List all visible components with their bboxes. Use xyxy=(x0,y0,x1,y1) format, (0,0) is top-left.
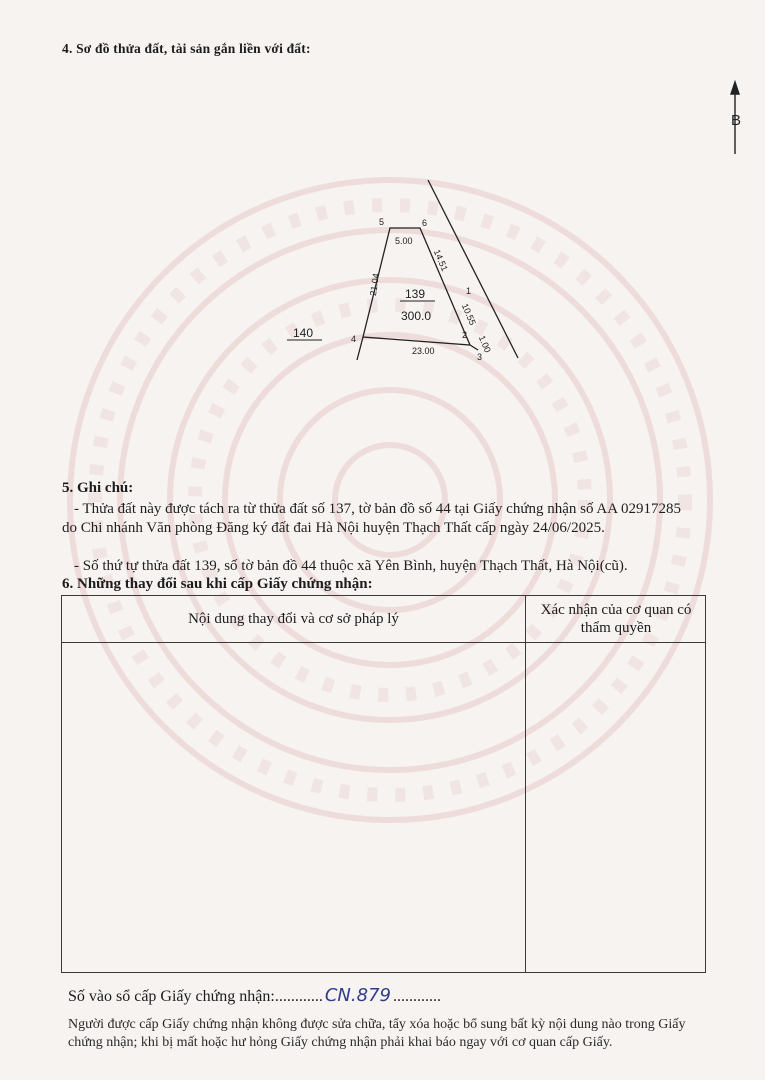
parcel-area: 300.0 xyxy=(401,309,432,323)
registry-dots-after: ............ xyxy=(392,988,441,1005)
section-6-title: 6. Những thay đổi sau khi cấp Giấy chứng nhận: xyxy=(62,576,373,592)
parcel-number: 139 xyxy=(405,287,426,301)
point-3-label: 3 xyxy=(477,352,483,362)
registry-number-handwritten: CN.879 xyxy=(324,985,391,1006)
table-header-confirmation: Xác nhận của cơ quan có thẩm quyền xyxy=(540,602,692,636)
point-5-label: 5 xyxy=(379,217,385,227)
registry-line xyxy=(68,985,441,1006)
north-label: B xyxy=(731,112,742,129)
edge-right-lower-length: 1.00 xyxy=(476,334,493,355)
section-4-title: 4. Sơ đồ thửa đất, tài sản gắn liền với đất: xyxy=(62,41,311,56)
edge-top-length: 5.00 xyxy=(395,236,413,246)
edge-right-upper-length: 14.51 xyxy=(431,248,450,273)
note-1: - Thửa đất này được tách ra từ thửa đất số 137, tờ bản đồ số 44 tại Giấy chứng nhận số AA 02917285 do Chi nhánh Văn phòng Đăng ký đất đai Hà Nội huyện Thạch Thất cấp ngày 24/06/2025. xyxy=(62,501,681,536)
land-plot-diagram xyxy=(0,0,765,460)
neighbor-parcel-number: 140 xyxy=(293,326,314,340)
point-1-label: 1 xyxy=(466,286,472,296)
edge-bottom-length: 23.00 xyxy=(412,346,435,356)
changes-table xyxy=(61,595,706,973)
note-2: - Số thứ tự thửa đất 139, số tờ bản đồ 44 thuộc xã Yên Bình, huyện Thạch Thất, Hà Nội(cũ). xyxy=(74,558,628,574)
point-6-label: 6 xyxy=(422,218,428,228)
footer-warning: Người được cấp Giấy chứng nhận không được sửa chữa, tẩy xóa hoặc bổ sung bất kỳ nội dung nào trong Giấy chứng nhận; khi bị mất hoặc hư hỏng Giấy chứng nhận phải khai báo ngay với cơ quan cấp Giấy. xyxy=(68,1017,686,1050)
table-column-divider xyxy=(525,596,526,972)
registry-label: Số vào sổ cấp Giấy chứng nhận: xyxy=(68,988,275,1005)
point-2-label: 2 xyxy=(462,330,468,340)
registry-dots-before: ............ xyxy=(274,988,323,1005)
edge-left-length: 21.04 xyxy=(368,272,382,297)
edge-right-mid-length: 10.55 xyxy=(459,302,478,327)
table-header-divider xyxy=(62,642,705,643)
table-header-changes: Nội dung thay đổi và cơ sở pháp lý xyxy=(188,610,399,627)
point-4-label: 4 xyxy=(351,334,357,344)
section-5-title: 5. Ghi chú: xyxy=(62,480,134,496)
